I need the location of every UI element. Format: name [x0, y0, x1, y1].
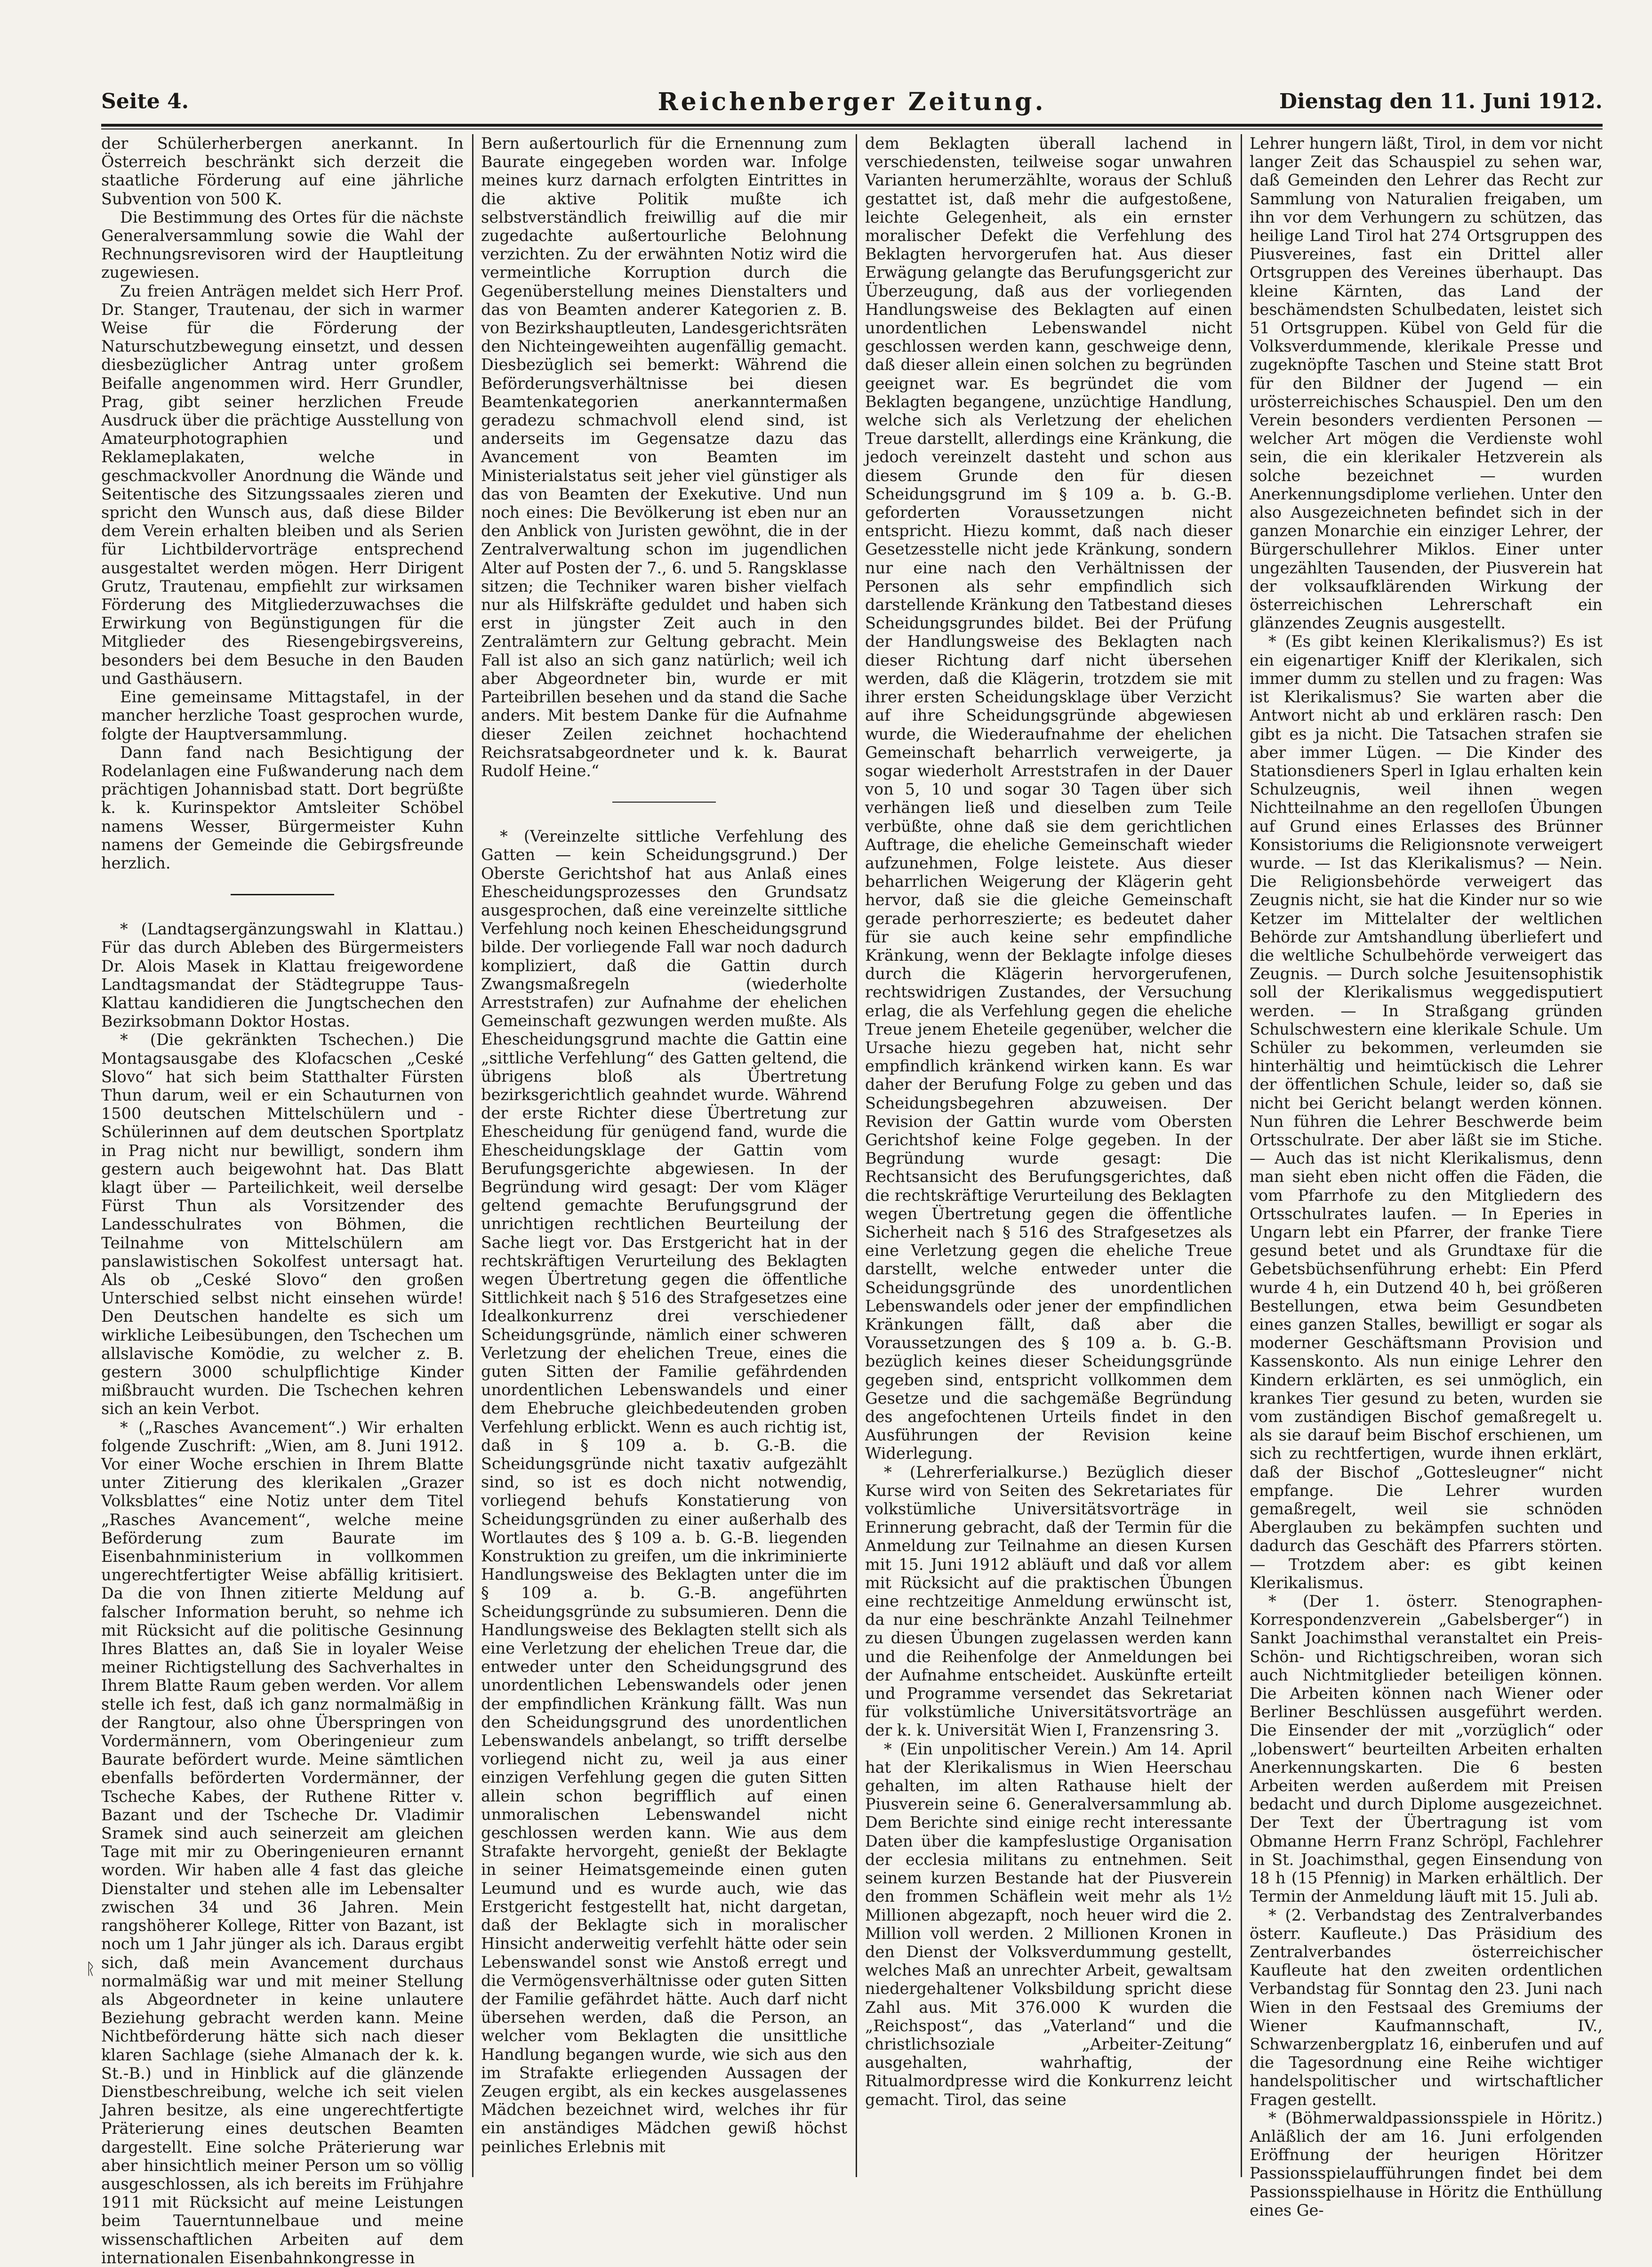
article-paragraph: Dann fand nach Besichtigung der Rodelanlagen eine Fußwanderung nach dem prächtigen Johannisbad statt. Dort begrüßte k. k. Kurinspektor Amtsleiter Schöbel namens Wesser, Bürgermeister Kuhn namens der Gemeinde die Gebirgsfreunde herzlich.: [101, 743, 464, 872]
article-paragraph: Eine gemeinsame Mittagstafel, in der mancher herzliche Toast gesprochen wurde, folgte der Hauptversammlung.: [101, 688, 464, 743]
column-1: [101, 134, 464, 2267]
news-item-unpolitischer-verein: * (Ein unpolitischer Verein.) Am 14. April hat der Klerikalismus in Wien Heerschau gehalten, im alten Rathause hielt der Piusverein seine 6. Generalversammlung ab. Dem Berichte sind einige recht interessante Daten über die kampfeslustige Organisation der ecclesia militans zu entnehmen. Seit seinem kurzen Bestande hat der Piusverein den frommen Schäflein weit mehr als 1½ Millionen abgezapft, noch heuer wird die 2. Million voll werden. 2 Millionen Kronen in den Dienst der Volksverdummung gestellt, welches Maß an unrechter Arbeit, gewaltsam niedergehaltener Volksbildung spricht diese Zahl aus. Mit 376.000 K wurden die „Reichspost“, das „Vaterland“ und die christlichsoziale „Arbeiter-Zeitung“ ausgehalten, wahrhaftig, der Ritualmordpresse wird die Konkurrenz leicht gemacht. Tirol, das seine: [865, 1739, 1232, 2109]
column-separator: [472, 134, 473, 2177]
article-paragraph: Zu freien Anträgen meldet sich Herr Prof. Dr. Stanger, Trautenau, der sich in warmer Weise für die Förderung der Naturschutzbewegung einsetzt, und dessen diesbezüglicher Antrag unter großem Beifalle angenommen wird. Herr Grundler, Prag, gibt seiner herzlichen Freude Ausdruck über die prächtige Ausstellung von Amateurphotographien und Reklameplakaten, welche in geschmackvoller Anordnung die Wände und Seitentische des Sitzungssaales zieren und spricht den Wunsch aus, daß diese Bilder dem Verein erhalten bleiben und als Serien für Lichtbildervorträge entsprechend ausgestaltet werden mögen. Herr Dirigent Grutz, Trautenau, empfiehlt zur wirksamen Förderung des Mitgliederzuwachses die Erwirkung von Begünstigungen für die Mitglieder des Riesengebirgsvereins, besonders bei dem Besuche in den Bauden und Gasthäusern.: [101, 281, 464, 688]
news-item-verbandstag: * (2. Verbandstag des Zentralverbandes österr. Kaufleute.) Das Präsidium des Zentralverbandes österreichischer Kaufleute hat den zweiten ordentlichen Verbandstag für Sonntag den 23. Juni nach Wien in den Festsaal des Gremiums der Wiener Kaufmannschaft, IV., Schwarzenbergplatz 16, einberufen und auf die Tagesordnung eine Reihe wichtiger handelspolitischer und wirtschaftlicher Fragen gestellt.: [1250, 1905, 1603, 2109]
column-3: [865, 134, 1232, 2177]
margin-mark: ᚱ: [86, 1960, 96, 1978]
page-header: [101, 89, 1603, 122]
column-separator: [856, 134, 857, 2177]
section-divider: [231, 894, 334, 895]
newspaper-title: Reichenberger Zeitung.: [658, 88, 1046, 116]
article-paragraph: Lehrer hungern läßt, Tirol, in dem vor nicht langer Zeit das Schauspiel zu sehen war, daß Gemeinden den Lehrer das Recht zur Sammlung von Naturalien freigaben, um ihn vor dem Verhungern zu schützen, das heilige Land Tirol hat 274 Ortsgruppen des Piusvereines, fast ein Drittel aller Ortsgruppen des Vereines überhaupt. Das kleine Kärnten, das Land der beschämendsten Schulbedaten, leistet sich 51 Ortsgruppen. Kübel von Geld für die Volksverdummende, klerikale Presse und zugeknöpfte Taschen und Steine statt Brot für den Bildner der Jugend — ein urösterreichisches Schauspiel. Den um den Verein besonders verdienten Personen — welcher Art mögen die Verdienste wohl sein, die ein klerikaler Hetzverein als solche bezeichnet — wurden Anerkennungsdiplome verliehen. Unter den also Ausgezeichneten befindet sich in der ganzen Monarchie ein einziger Lehrer, der Bürgerschullehrer Miklos. Einer unter ungezählten Tausenden, der Piusverein hat der volksaufklärenden Wirkung der österreichischen Lehrerschaft ein glänzendes Zeugnis ausgestellt.: [1250, 134, 1603, 633]
article-paragraph: Die Bestimmung des Ortes für die nächste Generalversammlung sowie die Wahl der Rechnungsrevisoren wird der Hauptleitung zugewiesen.: [101, 208, 464, 282]
news-item-stenographen: * (Der 1. österr. Stenographen-Korrespondenzverein „Gabelsberger“) in Sankt Joachimsthal veranstaltet ein Preis-Schön- und Richtigschreiben, woran sich auch Nichtmitglieder beteiligen können. Die Arbeiten können nach Wiener oder Berliner Beschlüssen ausgeführt werden. Die Einsender der mit „vorzüglich“ oder „lobenswert“ beurteilten Arbeiten erhalten Anerkennungskarten. Die 6 besten Arbeiten werden außerdem mit Preisen bedacht und durch Diplome ausgezeichnet. Der Text der Übertragung ist vom Obmanne Herrn Franz Schröpl, Fachlehrer in St. Joachimsthal, gegen Einsendung von 18 h (15 Pfennig) in Marken erhältlich. Der Termin der Anmeldung läuft mit 15. Juli ab.: [1250, 1592, 1603, 1906]
column-2: [481, 134, 847, 2177]
news-item-passionsspiele: * (Böhmerwaldpassionsspiele in Höritz.) Anläßlich der am 16. Juni erfolgenden Eröffnung der heurigen Höritzer Passionsspielaufführungen findet bei dem Passionsspielhause in Höritz die Enthüllung eines Ge-: [1250, 2108, 1603, 2219]
news-item-lehrerferialkurse: * (Lehrerferialkurse.) Bezüglich dieser Kurse wird von Seiten des Sekretariates für volkstümliche Universitätsvorträge in Erinnerung gebracht, daß der Termin für die Anmeldung zur Teilnahme an diesen Kursen mit 15. Juni 1912 abläuft und daß vor allem mit Rücksicht auf die praktischen Übungen eine rechtzeitige Anmeldung erwünscht ist, da nur eine beschränkte Anzahl Teilnehmer zu diesen Übungen zugelassen werden kann und die Reihenfolge der Anmeldungen bei der Aufnahme entscheidet. Auskünfte erteilt und Programme versendet das Sekretariat für volkstümliche Universitätsvorträge an der k. k. Universität Wien I, Franzensring 3.: [865, 1463, 1232, 1740]
column-separator: [1241, 134, 1242, 2177]
article-paragraph: dem Beklagten überall lachend in verschiedensten, teilweise sogar unwahren Varianten herumerzählte, woraus der Schluß gestattet ist, daß mehr die aufgestoßene, leichte Gelegenheit, als ein ernster moralischer Defekt die Verfehlung des Beklagten hervorgerufen hat. Aus dieser Erwägung gelangte das Berufungsgericht zur Überzeugung, daß aus der vorliegenden Handlungsweise des Beklagten auf einen unordentlichen Lebenswandel nicht geschlossen werden kann, geschweige denn, daß dieser allein einen solchen zu begründen geeignet war. Es begründet die vom Beklagten begangene, unzüchtige Handlung, welche sich als Verletzung der ehelichen Treue darstellt, allerdings eine Kränkung, die jedoch vereinzelt dasteht und schon aus diesem Grunde den für diesen Scheidungsgrund im § 109 a. b. G.-B. geforderten Voraussetzungen nicht entspricht. Hiezu kommt, daß nach dieser Gesetzesstelle nicht jede Kränkung, sondern nur eine nach den Verhältnissen der Personen als sehr empfindlich sich darstellende Kränkung den Tatbestand dieses Scheidungsgrundes bildet. Bei der Prüfung der Handlungsweise des Beklagten nach dieser Richtung darf nicht übersehen werden, daß die Klägerin, trotzdem sie mit ihrer ersten Scheidungsklage über Verzicht auf ihre Scheidungsgründe abgewiesen wurde, die Wiederaufnahme der ehelichen Gemeinschaft beharrlich verweigerte, ja sogar wiederholt Arreststrafen in der Dauer von 5, 10 und sogar 30 Tagen über sich verhängen ließ und dieselben zum Teile verbüßte, ohne daß sie dem gerichtlichen Auftrage, die eheliche Gemeinschaft wieder aufzunehmen, Folge leistete. Aus dieser beharrlichen Weigerung der Klägerin geht hervor, daß sie die gleiche Gemeinschaft gerade perhorreszierte; es bedeutet daher für sie auch keine sehr empfindliche Kränkung, wenn der Beklagte infolge dieses durch die Klägerin hervorgerufenen, rechtswidrigen Zustandes, der Versuchung erlag, die als Verfehlung gegen die eheliche Treue jenem Eheteile gegenüber, welcher die Ursache hiezu gegeben hat, nicht sehr empfindlich kränkend wirken kann. Es war daher der Berufung Folge zu geben und das Scheidungsbegehren abzuweisen. Der Revision der Gattin wurde vom Obersten Gerichtshof keine Folge gegeben. In der Begründung wurde gesagt: Die Rechtsansicht des Berufungsgerichtes, daß die rechtskräftige Verurteilung des Beklagten wegen Übertretung gegen die öffentliche Sicherheit nach § 516 des Strafgesetzes als eine Verletzung gegen die eheliche Treue darstellt, welche entweder unter die Scheidungsgründe des unordentlichen Lebenswandels oder jener der empfindlichen Kränkungen fällt, daß aber die Voraussetzungen des § 109 a. b. G.-B. bezüglich keines dieser Scheidungsgründe gegeben sind, entspricht vollkommen dem Gesetze und die sachgemäße Begründung des angefochtenen Urteils findet in den Ausführungen der Revision keine Widerlegung.: [865, 134, 1232, 1463]
article-paragraph: Bern außertourlich für die Ernennung zum Baurate eingegeben worden war. Infolge meines kurz darnach erfolgten Eintrittes in die aktive Politik mußte ich selbstverständlich freiwillig auf die mir zugedachte außertourliche Belohnung verzichten. Zu der erwähnten Notiz wird die vermeintliche Korruption durch die Gegenüberstellung meines Dienstalters und das von Beamten anderer Kategorien z. B. von Bezirkshauptleuten, Landesgerichtsräten den Nichteingeweihten augenfällig gemacht. Diesbezüglich sei bemerkt: Während die Beförderungsverhältnisse bei diesen Beamtenkategorien anerkanntermaßen geradezu schmachvoll elend sind, ist anderseits im Gegensatze dazu das Avancement von Beamten im Ministerialstatus seit jeher viel günstiger als das von Beamten der Exekutive. Und nun noch eines: Die Bevölkerung ist eben nur an den Anblick von Juristen gewöhnt, die in der Zentralverwaltung schon im jugendlichen Alter auf Posten der 7., 6. und 5. Rangsklasse sitzen; die Techniker waren bisher vielfach nur als Hilfskräfte geduldet und haben sich erst in jüngster Zeit auch in den Zentralämtern zur Geltung gebracht. Mein Fall ist also an sich ganz natürlich; weil ich aber Abgeordneter bin, wurde er mit Parteibrillen besehen und da stand die Sache anders. Mit bestem Danke für die Aufnahme dieser Zeilen zeichnet hochachtend Reichsratsabgeordneter und k. k. Baurat Rudolf Heine.“: [481, 134, 847, 780]
news-item-avancement: * („Rasches Avancement“.) Wir erhalten folgende Zuschrift: „Wien, am 8. Juni 1912. Vor einer Woche erschien in Ihrem Blatte unter Zitierung des klerikalen „Grazer Volksblattes“ eine Notiz unter dem Titel „Rasches Avancement“, welche meine Beförderung zum Baurate im Eisenbahnministerium in vollkommen ungerechtfertigter Weise abfällig kritisiert. Da die von Ihnen zitierte Meldung auf falscher Information beruht, so nehme ich mit Rücksicht auf die politische Gesinnung Ihres Blattes an, daß Sie in loyaler Weise meiner Richtigstellung des Sachverhaltes in Ihrem Blatte Raum geben werden. Vor allem stelle ich fest, daß ich ganz normalmäßig in der Rangtour, also ohne Überspringen von Vordermännern, vom Oberingenieur zum Baurate befördert wurde. Meine sämtlichen ebenfalls beförderten Vordermänner, der Tscheche Kabes, der Ruthene Ritter v. Bazant und der Tscheche Dr. Vladimir Sramek sind auch seinerzeit am gleichen Tage mit mir zu Oberingenieuren ernannt worden. Wir haben alle 4 fast das gleiche Dienstalter und stehen alle im Lebensalter zwischen 34 und 36 Jahren. Mein rangshöherer Kollege, Ritter von Bazant, ist noch um 1 Jahr jünger als ich. Daraus ergibt sich, daß mein Avancement durchaus normalmäßig war und mit meiner Stellung als Abgeordneter in keine unlautere Beziehung gebracht werden kann. Meine Nichtbeförderung hätte sich nach dieser klaren Sachlage (siehe Almanach der k. k. St.-B.) und in Hinblick auf die glänzende Dienstbeschreibung, welche ich seit vielen Jahren besitze, als eine ungerechtfertigte Präterierung eines deutschen Beamten dargestellt. Eine solche Präterierung war aber hinsichtlich meiner Person um so völlig ausgeschlossen, als ich bereits im Frühjahre 1911 mit Rücksicht auf meine Leistungen beim Tauerntunnelbaue und meine wissenschaftlichen Arbeiten auf dem internationalen Eisenbahnkongresse in: [101, 1418, 464, 2267]
news-item-landtagswahl: * (Landtagsergänzungswahl in Klattau.) Für das durch Ableben des Bürgermeisters Dr. Alois Masek in Klattau freigewordene Landtagsmandat der Städtegruppe Taus-Klattau kandidieren die Jungtschechen den Bezirksobmann Doktor Hostas.: [101, 920, 464, 1031]
column-4: [1250, 134, 1603, 2219]
header-rule: [101, 124, 1603, 127]
issue-date: Dienstag den 11. Juni 1912.: [1279, 89, 1603, 113]
section-divider: [612, 802, 716, 803]
page-number: Seite 4.: [101, 89, 189, 113]
news-item-klerikalismus: * (Es gibt keinen Klerikalismus?) Es ist ein eigenartiger Kniff der Klerikalen, sich immer dumm zu stellen und zu fragen: Was ist Klerikalismus? Sie warten aber die Antwort nicht ab und erklären rasch: Den gibt es ja nicht. Die Tatsachen strafen sie aber immer Lügen. — Die Kinder des Stationsdieners Sperl in Iglau erhalten kein Schulzeugnis, weil ihnen wegen Nichtteilnahme an den regelloſen Übungen auf Grund eines Erlasses des Brünner Konsistoriums die Religionsnote verweigert wurde. — Ist das Klerikalismus? — Nein. Die Religionsbehörde verweigert das Zeugnis nicht, sie hat die Kinder nur so wie Ketzer im Mittelalter der weltlichen Behörde zur Amtshandlung überliefert und die weltliche Schulbehörde verweigert das Zeugnis. — Durch solche Jesuitensophistik soll der Klerikalismus weggedisputiert werden. — In Straßgang gründen Schulschwestern eine klerikale Schule. Um Schüler zu bekommen, verleumden sie hinterhältig und heimtückisch die Lehrer der öffentlichen Schule, leider so, daß sie nicht bei Gericht belangt werden können. Nun führen die Lehrer Beschwerde beim Ortsschulrate. Der aber läßt sie im Stiche. — Auch das ist nicht Klerikalismus, denn man sieht eben nicht offen die Fäden, die vom Pfarrhofe zu den Mitgliedern des Ortsschulrates laufen. — In Eperies in Ungarn lebt ein Pfarrer, der franke Tiere gesund betet und als Grundtaxe für die Gebetsbüchsenführung erhebt: Ein Pferd wurde 4 h, ein Dutzend 40 h, bei größeren Bestellungen, etwa beim Gesundbeten eines ganzen Stalles, bewilligt er sogar als moderner Geschäftsmann Provision und Kassenskonto. Als nun einige Lehrer den Kindern erklärten, es sei unmöglich, ein krankes Tier gesund zu beten, wurden sie vom zuständigen Bischof gemaßregelt u. als sie darauf beim Bischof erschienen, um sich zu rechtfertigen, wurde ihnen erklärt, daß der Bischof „Gottesleugner“ nicht empfange. Die Lehrer wurden gemaßregelt, weil sie schnöden Aberglauben zu bekämpfen suchten und dadurch das Geschäft des Pfarrers störten. — Trotzdem aber: es gibt keinen Klerikalismus.: [1250, 632, 1603, 1592]
news-item-verfehlung: * (Vereinzelte sittliche Verfehlung des Gatten — kein Scheidungsgrund.) Der Oberste Gerichtshof hat aus Anlaß eines Ehescheidungsprozesses den Grundsatz ausgesprochen, daß eine vereinzelte sittliche Verfehlung noch keinen Ehescheidungsgrund bilde. Der vorliegende Fall war noch dadurch kompliziert, daß die Gattin durch Zwangsmaßregeln (wiederholte Arreststrafen) zur Aufnahme der ehelichen Gemeinschaft gezwungen werden mußte. Als Ehescheidungsgrund machte die Gattin eine „sittliche Verfehlung“ des Gatten geltend, die übrigens bloß als Übertretung bezirksgerichtlich geahndet wurde. Während der erste Richter diese Übertretung zur Ehescheidung für genügend fand, wurde die Ehescheidungsklage der Gattin vom Berufungsgerichte abgewiesen. In der Begründung wird gesagt: Der vom Kläger geltend gemachte Berufungsgrund der unrichtigen rechtlichen Beurteilung der Sache liegt vor. Das Erstgericht hat in der rechtskräftigen Verurteilung des Beklagten wegen Übertretung gegen die öffentliche Sittlichkeit nach § 516 des Strafgesetzes eine Idealkonkurrenz drei verschiedener Scheidungsgründe, nämlich einer schweren Verletzung der ehelichen Treue, eines die guten Sitten der Familie gefährdenden unordentlichen Lebenswandels und einer dem Ehebruche gleichbedeutenden groben Verfehlung erblickt. Wenn es auch richtig ist, daß in § 109 a. b. G.-B. die Scheidungsgründe nicht taxativ aufgezählt sind, so ist es doch nicht notwendig, vorliegend behufs Konstatierung von Scheidungsgründen zu einer außerhalb des Wortlautes des § 109 a. b. G.-B. liegenden Konstruktion zu greifen, um die inkriminierte Handlungsweise des Beklagten unter die im § 109 a. b. G.-B. angeführten Scheidungsgründe zu subsumieren. Denn die Handlungsweise des Beklagten stellt sich als eine Verletzung der ehelichen Treue dar, die entweder unter den Scheidungsgrund des unordentlichen Lebenswandels oder jenen der empfindlichen Kränkung fällt. Was nun den Scheidungsgrund des unordentlichen Lebenswandels anbelangt, so trifft derselbe vorliegend nicht zu, weil ja aus einer einzigen Verfehlung gegen die guten Sitten allein schon begrifflich auf einen unmoralischen Lebenswandel nicht geschlossen werden kann. Wie aus dem Strafakte hervorgeht, genießt der Beklagte in seiner Heimatsgemeinde einen guten Leumund und es wurde auch, wie das Erstgericht festgestellt hat, nicht dargetan, daß der Beklagte sich in moralischer Hinsicht anderweitig verfehlt hätte oder sein Lebenswandel sonst wie Anstoß erregt und die Vermögensverhältnisse oder guten Sitten der Familie gefährdet hätte. Auch darf nicht übersehen werden, daß die Person, an welcher vom Beklagten die unsittliche Handlung begangen wurde, wie sich aus den im Strafakte erliegenden Aussagen der Zeugen ergibt, als ein keckes ausgelassenes Mädchen bezeichnet wird, welches ihr für ein anständiges Mädchen gewiß höchst peinliches Erlebnis mit: [481, 827, 847, 2156]
news-item-tschechen: * (Die gekränkten Tschechen.) Die Montagsausgabe des Klofacschen „Ceské Slovo“ hat sich beim Statthalter Fürsten Thun darum, weil er ein Schauturnen von 1500 deutschen Mittelschülern und -Schülerinnen auf dem deutschen Sportplatz in Prag nicht nur bewilligt, sondern ihm gestern auch beigewohnt hat. Das Blatt klagt über — Parteilichkeit, weil derselbe Fürst Thun als Vorsitzender des Landesschulrates von Böhmen, die Teilnahme von Mittelschülern am panslawistischen Sokolfest untersagt hat. Als ob „Ceské Slovo“ den großen Unterschied selbst nicht einsehen würde! Den Deutschen handelte es sich um wirkliche Leibesübungen, den Tschechen um allslavische Komödie, zu welcher z. B. gestern 3000 schulpflichtige Kinder mißbraucht wurden. Die Tschechen kehren sich an kein Verbot.: [101, 1030, 464, 1418]
article-paragraph: der Schülerherbergen anerkannt. In Österreich beschränkt sich derzeit die staatliche Förderung auf eine jährliche Subvention von 500 K.: [101, 134, 464, 208]
